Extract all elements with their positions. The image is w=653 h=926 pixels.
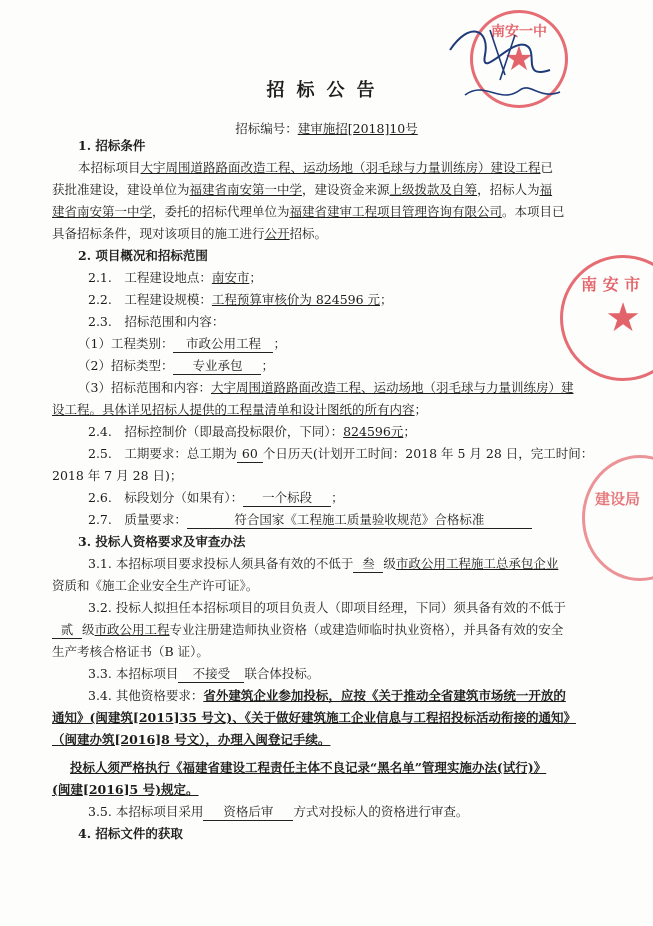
item-3-3 <box>88 666 319 683</box>
text: ； <box>273 336 286 351</box>
value: 专业承包 <box>173 358 261 375</box>
text: 方式对投标人的资格进行审查。 <box>293 804 469 819</box>
agent-unit: 福建省建审工程项目管理咨询有限公司 <box>289 204 503 219</box>
item-3-2-cont2: 生产考核合格证书（B 证）。 <box>52 644 209 659</box>
item-3-2-cont <box>52 622 563 639</box>
blacklist-note-cont: (闽建[2016]5 号)规定。 <box>52 782 199 797</box>
text: ； <box>249 270 262 285</box>
tenderer: 建省南安第一中学 <box>52 204 153 219</box>
text: 3.3. 本招标项目 <box>88 666 179 681</box>
label: （2）招标类型： <box>78 358 174 373</box>
label: 2.7. 质量要求： <box>88 512 187 527</box>
text: ； <box>380 292 393 307</box>
fund-source: 上级拨款及自筹 <box>389 182 478 197</box>
text: 获批准建设，建设单位为 <box>52 182 190 197</box>
seal-star-icon: ★ <box>503 39 535 79</box>
text: ； <box>261 358 274 373</box>
label: 2.6. 标段划分（如果有）： <box>88 490 244 505</box>
item-3-1 <box>88 556 558 573</box>
tender-number-value: 建审施招[2018]10号 <box>297 121 418 136</box>
item-3-4-cont2 <box>52 732 330 748</box>
text: 联合体投标。 <box>244 666 320 681</box>
item-3-2: 3.2. 投标人拟担任本招标项目的项目负责人（即项目经理，下同）须具备有效的不低于 <box>88 600 566 615</box>
value: （闽建办筑[2016]8 号文），办理入闽登记手续。 <box>52 732 331 747</box>
text: 具备招标条件，现对该项目的施工进行 <box>52 226 265 241</box>
right-lower-seal <box>582 455 653 581</box>
page-title: 招标公告 <box>266 80 387 101</box>
section-3-heading: 3. 投标人资格要求及审查办法 <box>78 534 246 549</box>
value: 一个标段 <box>243 490 331 507</box>
text: 3.1. 本招标项目要求投标人须具备有效的不低于 <box>88 556 354 571</box>
value: 大宇周围道路路面改造工程、运动场地（羽毛球与力量训练房）建 <box>210 380 574 395</box>
project-name: 大宇周围道路路面改造工程、运动场地（羽毛球与力量训练房）建设工程 <box>140 160 541 175</box>
item-2-5 <box>88 446 593 463</box>
item-2-2 <box>88 292 393 308</box>
sec1-line-2 <box>52 182 552 198</box>
item-2-7 <box>88 512 532 529</box>
value: 贰 <box>52 622 82 639</box>
section-2-heading: 2. 项目概况和招标范围 <box>78 248 208 263</box>
label: （1）工程类别： <box>78 336 174 351</box>
value: 资格后审 <box>203 804 293 821</box>
item-2-3-2 <box>78 358 274 375</box>
text: ，委托的招标代理单位为 <box>152 204 290 219</box>
text: 个日历天(计划开工时间：2018 年 5 月 28 日，完工时间： <box>262 446 594 461</box>
value: 市政公用工程 <box>94 622 170 637</box>
text: 2.5. 工期要求：总工期为 <box>88 446 237 461</box>
text: 招标。 <box>289 226 328 241</box>
sec1-line-3 <box>52 204 565 220</box>
sec1-line-4 <box>52 226 327 242</box>
text: 。本项目已 <box>502 204 565 219</box>
label: 2.1. 工程建设地点： <box>88 270 212 285</box>
value: 市政公用工程 <box>173 336 273 353</box>
blacklist-note: 投标人须严格执行《福建省建设工程责任主体不良记录“黑名单”管理实施办法(试行)》 <box>70 760 547 775</box>
tender-number-label: 招标编号： <box>235 121 298 136</box>
value: 824596元 <box>343 424 404 439</box>
text: 级 <box>383 556 396 571</box>
value: 符合国家《工程施工质量验收规范》合格标准 <box>187 512 532 529</box>
value: 南安市 <box>211 270 250 285</box>
right-lower-seal-text: 建设局 <box>595 490 641 508</box>
text: 本招标项目 <box>78 160 141 175</box>
text: ，招标人为 <box>477 182 540 197</box>
text: ； <box>403 424 416 439</box>
text: 级 <box>82 622 95 637</box>
handwritten-signature <box>430 10 580 120</box>
value: 市政公用工程施工总承包企业 <box>395 556 559 571</box>
tenderer-part: 福 <box>539 182 553 197</box>
tender-number <box>0 119 653 137</box>
value: 通知》(闽建筑[2015]35 号文)、《关于做好建筑施工企业信息与工程招投标活动衔接的通知》 <box>52 710 576 725</box>
construction-unit: 福建省南安第一中学 <box>189 182 303 197</box>
text: 已 <box>540 160 554 175</box>
tender-mode: 公开 <box>264 226 290 241</box>
item-2-5-cont: 2018 年 7 月 28 日)； <box>52 468 183 483</box>
seal-star-icon: ★ <box>605 295 641 341</box>
item-2-1 <box>88 270 262 286</box>
item-2-4 <box>88 424 416 440</box>
right-seal <box>560 255 653 381</box>
text: ； <box>414 402 428 417</box>
item-2-6 <box>88 490 344 507</box>
value: 设工程。具体详见招标人提供的工程量清单和设计图纸的所有内容 <box>52 402 415 417</box>
top-seal-text: 南安一中 <box>491 24 547 40</box>
label: 2.4. 招标控制价（即最高投标限价，下同）： <box>88 424 344 439</box>
label: （3）招标范围和内容： <box>78 380 211 395</box>
text: 专业注册建造师执业资格（或建造师临时执业资格），并具备有效的安全 <box>169 622 564 637</box>
item-3-4 <box>88 688 566 704</box>
text: 3.5. 本招标项目采用 <box>88 804 204 819</box>
value: 叁 <box>353 556 383 573</box>
item-2-3-3-cont <box>52 402 427 418</box>
section-1-heading: 1. 招标条件 <box>78 138 146 153</box>
item-2-3-1 <box>78 336 286 353</box>
text: ，建设资金来源 <box>302 182 390 197</box>
value: 省外建筑企业参加投标，应按《关于推动全省建筑市场统一开放的 <box>203 688 566 703</box>
sec1-line-1 <box>78 160 553 176</box>
section-4-heading: 4. 招标文件的获取 <box>78 826 183 841</box>
label: 2.2. 工程建设规模： <box>88 292 212 307</box>
text: 3.4. 其他资格要求： <box>88 688 204 703</box>
item-2-3: 2.3. 招标范围和内容： <box>88 314 225 329</box>
item-3-1-cont: 资质和《施工企业安全生产许可证》。 <box>52 578 259 593</box>
value: 不接受 <box>178 666 244 683</box>
item-3-5 <box>88 804 468 821</box>
text: ； <box>331 490 344 505</box>
value: 工程预算审核价为 824596 元 <box>211 292 381 307</box>
right-seal-text: 南 安 市 <box>581 275 641 294</box>
item-3-4-cont <box>52 710 576 726</box>
item-2-3-3 <box>78 380 573 396</box>
value: 60 <box>237 446 263 463</box>
